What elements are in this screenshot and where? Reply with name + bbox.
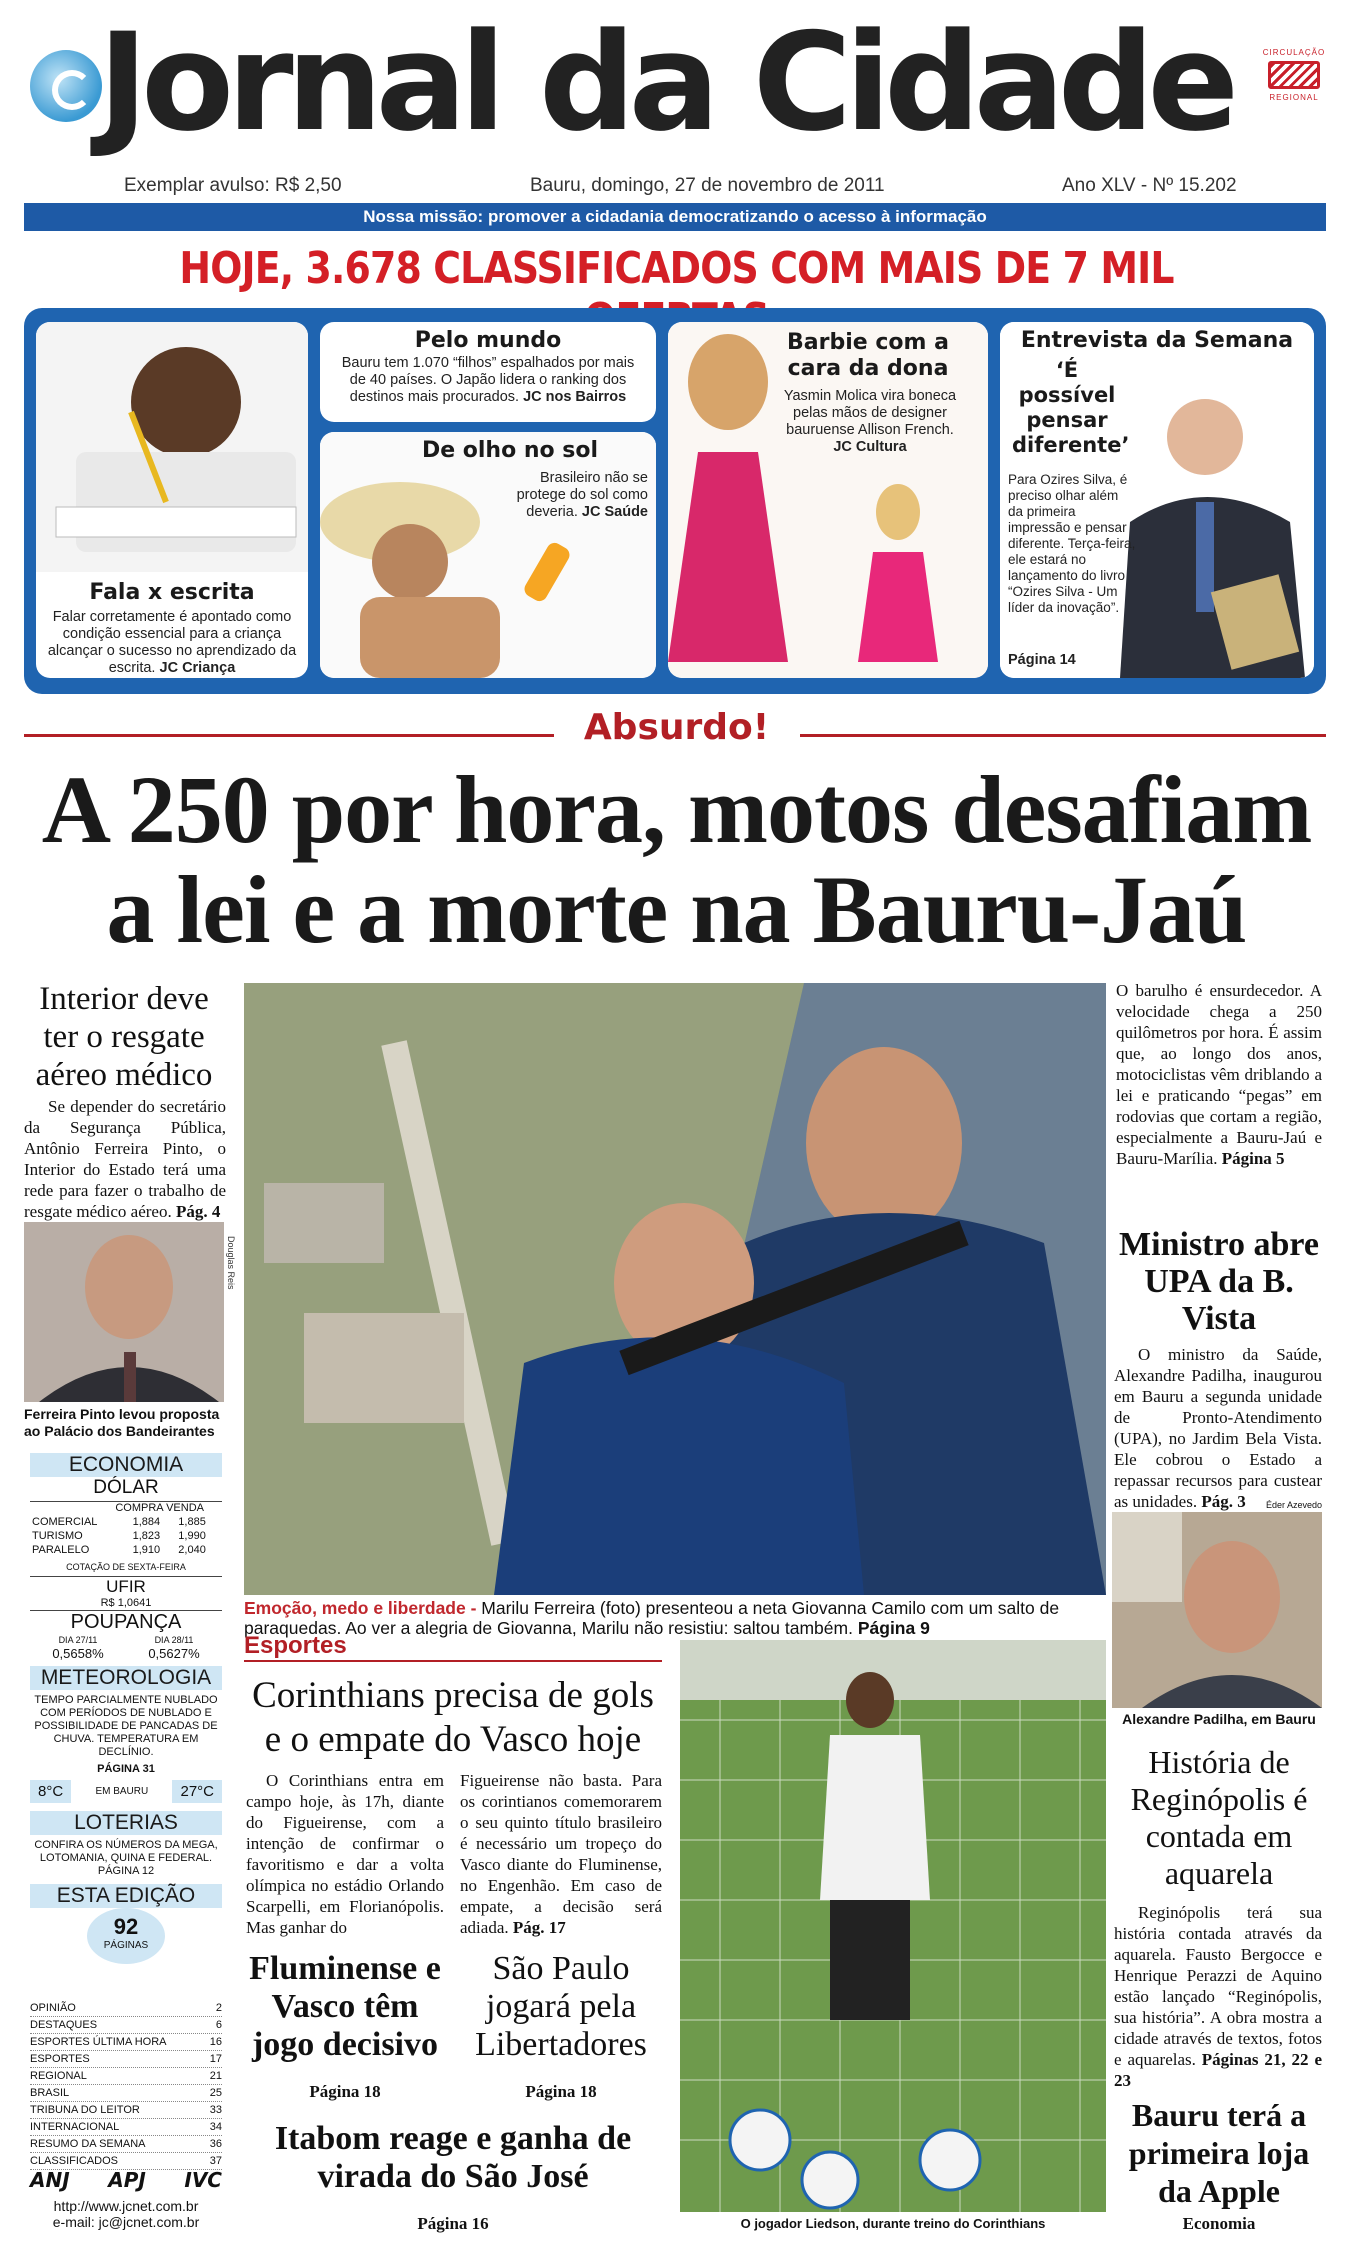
economia-box [30,1453,222,1964]
corinthians-col2 [460,1770,662,1938]
sports-label: Esportes [244,1632,347,1659]
poupanca-values [30,1647,222,1660]
list-item: TRIBUNA DO LEITOR 33 [30,2102,222,2119]
teaser-box [24,308,1326,694]
saopaulo-title[interactable]: São Paulo jogará pela Libertadores [475,1950,647,2063]
photo-credit-reis: Douglas Reis [226,1236,236,1290]
dolar-table [30,1515,222,1557]
list-item: ESPORTES ÚLTIMA HORA 16 [30,2034,222,2051]
main-headline[interactable]: A 250 por hora, motos desafiam a lei e a morte na Bauru-Jaú [41,756,1312,963]
loterias-page: PÁGINA 12 [97,1865,155,1877]
photo-caption-lead: Emoção, medo e liberdade - [244,1598,477,1618]
reginopolis-title[interactable]: História de Reginópolis é contada em aquarela [1130,1744,1308,1891]
poup-date-2: DIA 28/11 [154,1635,194,1645]
story-page-resgate: Pág. 4 [175,1202,221,1221]
padilha-photo [1112,1512,1322,1708]
kicker: Absurdo! [583,707,770,748]
teaser-sol-section: JC Saúde [581,504,648,520]
poup-value-1: 0,5658% [52,1646,104,1661]
dolar-columns [30,1501,222,1515]
loterias-title: LOTERIAS [30,1811,222,1835]
teaser-sol-title: De olho no sol [421,438,599,463]
apple-title[interactable]: Bauru terá a primeira loja da Apple [1128,2097,1310,2209]
edicao-pages-label: PÁGINAS [103,1940,149,1951]
kicker-rule-left [24,734,554,737]
reginopolis-text [1114,1902,1322,2091]
masthead-title: Jornal da Cidade [98,4,1233,161]
temp-max: 27°C [172,1780,222,1803]
upa-page: Pág. 3 [1201,1492,1246,1511]
teaser-mundo-section: JC nos Bairros [523,389,627,405]
list-item: REGIONAL 21 [30,2068,222,2085]
teaser-sol[interactable] [320,432,656,678]
anj-logo: ANJ [30,2168,70,2192]
economia-title: ECONOMIA [30,1453,222,1477]
edicao-badge [87,1908,165,1964]
list-item: OPINIÃO 2 [30,2000,222,2017]
circulation-seal [1258,48,1330,112]
section-index [30,2000,222,2170]
corinthians-page: Pág. 17 [512,1918,566,1937]
edicao-pages: 92 [113,1914,139,1939]
story-text-resgate-body: Se depender do secretário da Segurança Pública, Antônio Ferreira Pinto, o Interior do Estado terá uma rede para fazer o trabalho de resgate médico aéreo. [24,1097,226,1221]
contact-block [30,2198,222,2230]
list-item: RESUMO DA SEMANA 36 [30,2136,222,2153]
fluminense-title[interactable]: Fluminense e Vasco têm jogo decisivo [249,1950,441,2063]
saopaulo-page: Página 18 [525,2082,597,2101]
meteo-title: METEOROLOGIA [30,1666,222,1690]
poupanca-title: POUPANÇA [30,1610,222,1634]
teaser-fala-section: JC Criança [159,660,236,676]
mission-bar: Nossa missão: promover a cidadania democratizando o acesso à informação [24,203,1326,231]
dateline: Bauru, domingo, 27 de novembro de 2011 [530,175,885,196]
ufir-value: R$ 1,0641 [100,1597,152,1609]
table-row: TURISMO 1,823 1,990 [32,1530,206,1542]
association-logos [30,2168,222,2192]
story-text-resgate [24,1096,226,1222]
teaser-entrevista[interactable] [1000,322,1314,678]
temp-min: 8°C [30,1780,71,1803]
table-row: COMERCIAL 1,884 1,885 [32,1516,206,1528]
loterias-text: CONFIRA OS NÚMEROS DA MEGA, LOTOMANIA, QUINA E FEDERAL. [34,1839,218,1864]
teaser-barbie[interactable] [668,322,988,678]
email-link[interactable]: e-mail: jc@jcnet.com.br [52,2214,200,2230]
temp-where: EM BAURU [95,1786,149,1797]
skydiving-photo [244,983,1106,1595]
corinthians-col1: O Corinthians entra em campo hoje, às 17h, diante do Figueirense, com a intenção de confirmar o favoritismo e dar a volta olímpica no estádio Orlando Scarpelli, em Florianópolis. Mas ganhar do [246,1771,444,1937]
seal-stripes-icon [1268,61,1320,89]
logo-icon [30,50,102,122]
photo-credit-eder: Éder Azevedo [1265,1500,1322,1510]
teaser-entrevista-title: Entrevista da Semana [1020,328,1294,353]
poup-value-2: 0,5627% [148,1646,200,1661]
ufir-title: UFIR [30,1576,222,1597]
edition-number: Ano XLV - Nº 15.202 [1062,175,1237,196]
upa-body: O ministro da Saúde, Alexandre Padilha, inaugurou em Bauru a segunda unidade de Pronto-Atendimento (UPA), no Jardim Bela Vista. Ele cobrou o Estado a repassar recursos para custear as unidades. [1114,1345,1322,1511]
child-writing-illustration [36,322,308,572]
reginopolis-body: Reginópolis terá sua história contada através da aquarela. Fausto Bergocce e Henrique Perazzi de Aquino estão lançado “Reginópolis, sua história”. A obra mostra a cidade através de textos, fotos e aquarelas. [1114,1903,1322,2069]
table-row: PARALELO 1,910 2,040 [32,1544,206,1556]
ferreira-pinto-photo [24,1222,224,1402]
seal-bottom-text: REGIONAL [1269,93,1319,102]
teaser-barbie-title: Barbie com a cara da dona [787,330,949,381]
teaser-mundo-text: Bauru tem 1.070 “filhos” espalhados por mais de 40 países. O Japão lidera o ranking dos destinos mais procurados. [341,355,635,405]
quote-note: COTAÇÃO DE SEXTA-FEIRA [66,1562,186,1572]
itabom-title[interactable]: Itabom reage e ganha de virada do São José [274,2120,632,2195]
dolar-title: DÓLAR [93,1477,159,1498]
seal-top-text: CIRCULAÇÃO [1262,48,1326,57]
lead-story-body: O barulho é ensurdecedor. A velocidade chega a 250 quilômetros por hora. É assim que, ao longo dos anos, motociclistas vêm driblando a lei e praticando “pegas” em rodovias que cortam a região, especialmente a Bauru-Jaú e Bauru-Marília. [1116,981,1322,1168]
lead-story-text [1116,980,1322,1169]
upa-title[interactable]: Ministro abre UPA da B. Vista [1119,1226,1319,1337]
edicao-title: ESTA EDIÇÃO [30,1884,222,1908]
sports-label-bar [244,1632,662,1662]
classifieds-banner: HOJE, 3.678 CLASSIFICADOS COM MAIS DE 7 MIL [179,243,1174,294]
woman-sunscreen-illustration [320,432,656,678]
teaser-mundo[interactable] [320,322,656,422]
fluminense-page: Página 18 [309,2082,381,2101]
price: Exemplar avulso: R$ 2,50 [124,175,342,196]
padilha-caption: Alexandre Padilha, em Bauru [1122,1711,1316,1727]
list-item: CLASSIFICADOS 37 [30,2153,222,2170]
lead-story-page: Página 5 [1221,1149,1285,1168]
teaser-sol-text: Brasileiro não se protege do sol como deveria. [516,470,648,520]
teaser-mundo-title: Pelo mundo [414,328,562,353]
col-compra: COMPRA [115,1502,164,1514]
teaser-entrevista-page: Página 14 [1008,652,1076,668]
list-item: INTERNACIONAL 34 [30,2119,222,2136]
corinthians-col2-body: Figueirense não basta. Para os corintianos comemorarem o seu quinto título brasileiro é necessário um tropeço do Vasco diante do Fluminense, no Engenhão. Em caso de empate, a decisão será adiada. [460,1771,662,1937]
kicker-rule-right [800,734,1326,737]
apple-section: Economia [1182,2214,1256,2233]
poup-date-1: DIA 27/11 [58,1635,98,1645]
photo-caption-text: Marilu Ferreira (foto) presenteou a neta Giovanna Camilo com um salto de paraquedas. Ao ver a alegria de Giovanna, Marilu não resistiu: saltou também. [244,1598,1060,1638]
skydiving-illustration [244,983,1106,1595]
list-item: BRASIL 25 [30,2085,222,2102]
teaser-fala[interactable] [36,322,308,678]
ivc-logo: IVC [184,2168,222,2192]
apj-logo: APJ [108,2168,146,2192]
meteo-page: PÁGINA 31 [97,1763,155,1775]
teaser-fala-text: Falar corretamente é apontado como condição essencial para a criança alcançar o sucesso no aprendizado da escrita. [47,609,297,676]
teaser-entrevista-quote: ‘É possível pensar diferente’ [1012,358,1130,457]
teaser-fala-title: Fala x escrita [89,580,255,605]
liedson-photo [680,1640,1106,2212]
site-link[interactable]: http://www.jcnet.com.br [53,2198,199,2214]
teaser-barbie-section: JC Cultura [833,439,907,455]
list-item: ESPORTES 17 [30,2051,222,2068]
list-item: DESTAQUES 6 [30,2017,222,2034]
col-venda: VENDA [166,1502,204,1514]
caption-ferreira: Ferreira Pinto levou proposta ao Palácio dos Bandeirantes [24,1406,220,1439]
upa-text [1114,1344,1322,1512]
teaser-barbie-text: Yasmin Molica vira boneca pelas mãos de designer bauruense Allison French. [783,388,957,438]
meteo-text: TEMPO PARCIALMENTE NUBLADO COM PERÍODOS DE NUBLADO E POSSIBILIDADE DE PANCADAS DE CHUVA. TEMPERATURA EM DECLÍNIO. [34,1694,218,1758]
teaser-entrevista-text: Para Ozires Silva, é preciso olhar além da primeira impressão e pensar diferente. Terça-feira, ele estará no lançamento do livro “Ozires Silva - Um líder da inovação”. [1008,472,1136,615]
story-title-resgate[interactable]: Interior deve ter o resgate aéreo médico [35,981,213,1093]
photo-caption-page: Página 9 [857,1618,930,1638]
reginopolis-page: Páginas 21, 22 e 23 [1114,2050,1322,2090]
temperature-row [30,1780,222,1803]
corinthians-title[interactable]: Corinthians precisa de gols e o empate do Vasco hoje [252,1675,654,1760]
itabom-page: Página 16 [417,2214,489,2233]
liedson-caption: O jogador Liedson, durante treino do Corinthians [740,2216,1046,2231]
